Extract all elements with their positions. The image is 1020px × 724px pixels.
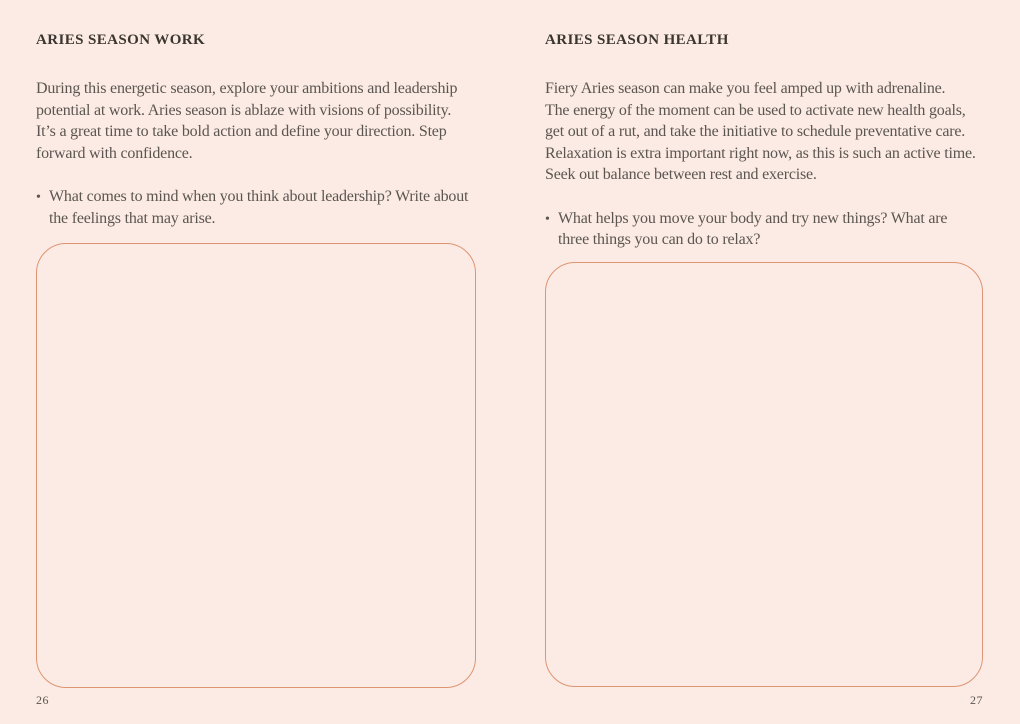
body-line: Seek out balance between rest and exercise. [545,166,817,183]
body-line: get out of a rut, and take the initiative to schedule preventative care. [545,123,966,140]
body-line: It’s a great time to take bold action and define your direction. Step [36,123,447,140]
journal-prompt [36,186,476,229]
page-title-health: ARIES SEASON HEALTH [545,32,729,48]
writing-box [36,243,476,688]
bullet-icon: • [545,211,550,227]
journal-prompt [545,208,985,251]
page-left [36,0,476,724]
body-line: Relaxation is extra important right now, as this is such an active time. [545,144,976,162]
prompt-line: three things you can do to relax? [558,231,761,248]
body-line: forward with confidence. [36,144,193,162]
page-right [545,0,985,724]
intro-paragraph [545,78,985,186]
bullet-icon: • [36,190,41,205]
prompt-line: What helps you move your body and try new things? What are [558,209,948,227]
page-number: 27 [970,693,983,707]
prompt-text [49,186,468,229]
body-line: potential at work. Aries season is ablaze with visions of possibility. [36,101,452,119]
page-number: 26 [36,693,49,707]
intro-paragraph [36,78,476,164]
page-title-work: ARIES SEASON WORK [36,32,206,48]
body-line: The energy of the moment can be used to activate new health goals, [545,101,966,119]
body-line: Fiery Aries season can make you feel amped up with adrenaline. [545,80,946,97]
prompt-line: What comes to mind when you think about leadership? Write about [49,188,469,205]
body-line: During this energetic season, explore your ambitions and leadership [36,80,458,97]
prompt-line: the feelings that may arise. [49,209,216,227]
writing-box [545,262,983,687]
prompt-text [558,208,947,251]
